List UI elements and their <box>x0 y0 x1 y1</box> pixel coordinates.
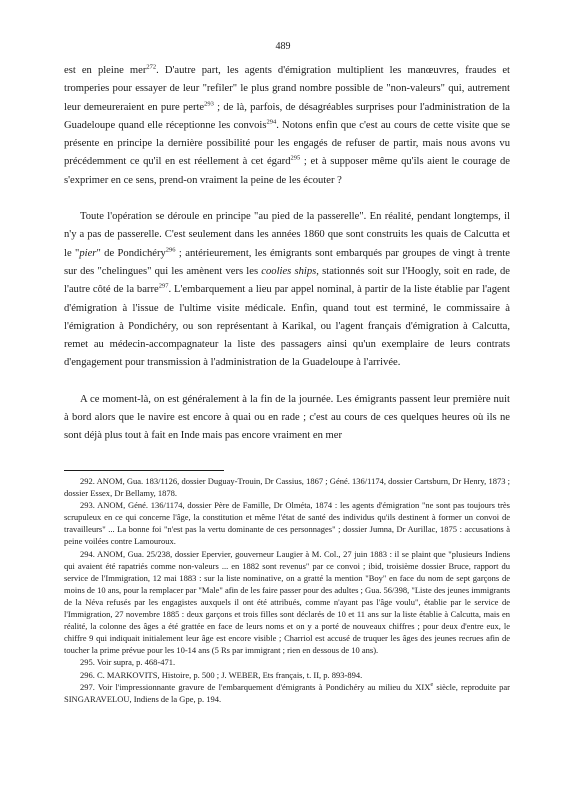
text-run: , Dr Olméta, 1874 : les agents d'émigration "ne sont pas toujours très scrupuleux en ce qui concerne l'âge, la constitution et même l'état de santé des individus qu'ils destinent à former un convoi de travailleurs" ... La bonne foi "n'est pas la vertu dominante de ces personnages" ; dossier <box>64 500 510 535</box>
footnote-ref-295: 295 <box>290 154 301 162</box>
superscript: e <box>430 680 434 688</box>
text-run: , Dr Henry, 1873 ; dossier <box>64 476 510 499</box>
text-run-italic: Male <box>201 584 220 595</box>
footnote-296 <box>64 669 510 681</box>
text-run: 296. C. MARKOVITS, <box>80 669 162 680</box>
text-run: , Dr Cassius, 1867 ; Géné. 136/1174, dossier <box>260 476 415 486</box>
text-run-italic: Néva <box>85 596 104 607</box>
footnote-ref-293: 293 <box>204 100 214 108</box>
text-run: ; antérieurement, les émigrants sont embarqués par groupes de vingt à trente sur des "chelingues" qui les amènent vers les <box>64 247 510 277</box>
text-run: refusés par les engagistes auxquels il ont été attribués, comme n'ayant pas l'âge voulu", établie par le service de l'Immigration, 27 novembre 1885 : deux garçons et trois filles sont déclarés de 10 et 11 ans sur la liste établie à Calcutta, mais en réalité, la colonne des âges a été grattée en face de leurs noms et on y a porté de nouveaux chiffres ; pour deux d'entre eux, le chiffre 9 qui indiquait initialement leur âge est encore visible ; Charriol est accusé de truquer les âges des jeunes recrues afin de toucher la prime prévue pour les 10-14 ans (5 Rs par immigrant ; rien en dessous de 10 ans). <box>64 596 510 656</box>
text-run-italic: Boy <box>368 572 383 583</box>
text-run: " afin de les faire passer pour des adultes ; Gua. 56/398, "Liste des jeunes immigrants de la <box>64 584 510 607</box>
footnote-ref-297: 297 <box>158 282 169 290</box>
text-run: , Dr Bellamy, 1878. <box>110 488 178 499</box>
text-run: . D'autre part, les agents d'émigration multiplient les manœuvres, fraudes et tromperies pour essayer de leur "refiler" le plus grand nombre possible de "non-valeurs" qui, autrement leur demeureraient en pure perte <box>64 65 510 113</box>
footnote-294 <box>64 548 510 657</box>
page-number: 489 <box>275 41 291 52</box>
footnote-ref-292: 272 <box>146 63 157 71</box>
text-run: 294. ANOM, Gua. 25/238, dossier <box>80 548 202 559</box>
footnote-ref-296: 296 <box>165 246 176 254</box>
text-run-italic: pier <box>79 247 97 259</box>
footnote-293 <box>64 499 510 547</box>
text-run: 297. Voir l'impressionnante gravure de l'embarquement d'émigrants à Pondichéry au milieu du XIX <box>80 681 431 692</box>
text-run-italic: Jumna <box>369 524 392 535</box>
text-run-italic: Duguay-Trouin <box>207 476 261 486</box>
text-run: , p. 468-471. <box>131 657 176 668</box>
footnote-292 <box>64 475 510 499</box>
footnote-divider <box>64 470 224 471</box>
text-run: , p. 500 ; J. WEBER, <box>189 669 263 680</box>
text-run: 295. Voir <box>80 657 114 668</box>
text-run: , troisième dossier <box>381 560 449 571</box>
text-run-italic: supra <box>113 657 132 668</box>
paragraph-1 <box>64 62 510 190</box>
text-run-italic: Epervier <box>201 548 231 559</box>
text-run: ; et à supposer même qu'ils aient le courage de s'exprimer en ce sens, prend-on vraiment la peine de les écouter ? <box>64 156 510 186</box>
text-run: , stationnés soit sur l'Hoogly, soit en rade, de l'autre côté de la barre <box>64 265 510 296</box>
text-run: " de Pondichéry <box>96 247 166 259</box>
text-run: , gouverneur Laugier à M. Col., 27 juin 1883 : il se plaint que "plusieurs Indiens qui avaient été rapatriés comme non-valeurs ... en 1882 sont revenus" par ce convoi ; <box>64 548 511 571</box>
text-run-italic: Indiens de la Gpe <box>133 693 194 704</box>
text-run-italic: Histoire <box>161 669 190 680</box>
text-run-italic: coolies ships <box>261 265 317 277</box>
text-run: , rapport du service de l'Immigration, 12 mai 1883 : sur la liste nominative, on a gratté la mention " <box>64 560 510 583</box>
text-run: ; de là, parfois, de désagréables surprises pour l'administration de la Guadeloupe quand elle réceptionne les convois <box>64 101 510 131</box>
text-run: est en pleine mer <box>64 65 147 76</box>
text-run-italic: Essex <box>90 488 111 499</box>
text-run: . L'embarquement a lieu par appel nominal, à partir de la liste établie par l'agent d'émigration à l'issue de l'ultime visite médicale. Enfin, quand tout est terminé, le commissaire à l'émigration à Pondichéry, ou son représentant à Karikal, ou l'agent français d'émigration à Calcutta, remet au médecin-accompagnateur la liste des passagers ainsi qu'un exemplaire de leurs contrats d'engagement pour transmission à l'administration de la Guadeloupe à l'arrivée. <box>64 284 510 369</box>
text-run: , p. 194. <box>193 693 222 704</box>
text-run-italic: Cartsburn <box>414 476 448 486</box>
text-run: . Notons enfin que c'est au cours de cette visite que se présente en principe la dernière possibilité pour les engagés de refuser de partir, mais nous avons vu précédemment ce qu'il en est réellement à cet égard <box>64 119 510 168</box>
text-run-italic: Bruce <box>448 560 469 571</box>
footnote-ref-294: 294 <box>266 118 277 126</box>
footnote-297 <box>64 681 510 705</box>
text-run: Toute l'opération se déroule en principe "au pied de la passerelle". En réalité, pendant longtemps, il n'y a pas de passerelle. C'est seulement dans les années 1860 que sont construits les quais de Calcutta et le " <box>64 211 510 259</box>
paragraph-3: A ce moment-là, on est généralement à la fin de la journée. Les émigrants passent leur première nuit à bord alors que le navire est encore à quai ou en rade ; c'est au cours de ces quelques heures où ils ne sont déjà plus tout à fait en Inde mais pas encore vraiment en mer <box>64 393 510 442</box>
footnotes <box>64 475 510 705</box>
paragraph-2 <box>64 208 510 373</box>
body-text <box>64 62 510 446</box>
text-run: , t. II, p. 893-894. <box>302 669 363 680</box>
text-run: 293. ANOM, Géné. 136/1174, dossier <box>80 500 215 511</box>
footnote-295 <box>64 656 510 668</box>
text-run: , Dr Aurillac, 1875 : accusations à peine voilées contre Lamouroux. <box>64 524 510 547</box>
text-run: 292. ANOM, Gua. 183/1126, dossier <box>80 476 208 486</box>
text-run-italic: Père de Famille <box>214 500 269 511</box>
text-run: " en face du nom de sept garçons de moins de 10 ans, pour la remplacer par " <box>64 572 510 595</box>
text-run-italic: Ets français <box>262 669 303 680</box>
text-run: siècle, reproduite par SINGARAVELOU, <box>64 681 510 704</box>
text-run-italic: ibid <box>368 560 382 571</box>
